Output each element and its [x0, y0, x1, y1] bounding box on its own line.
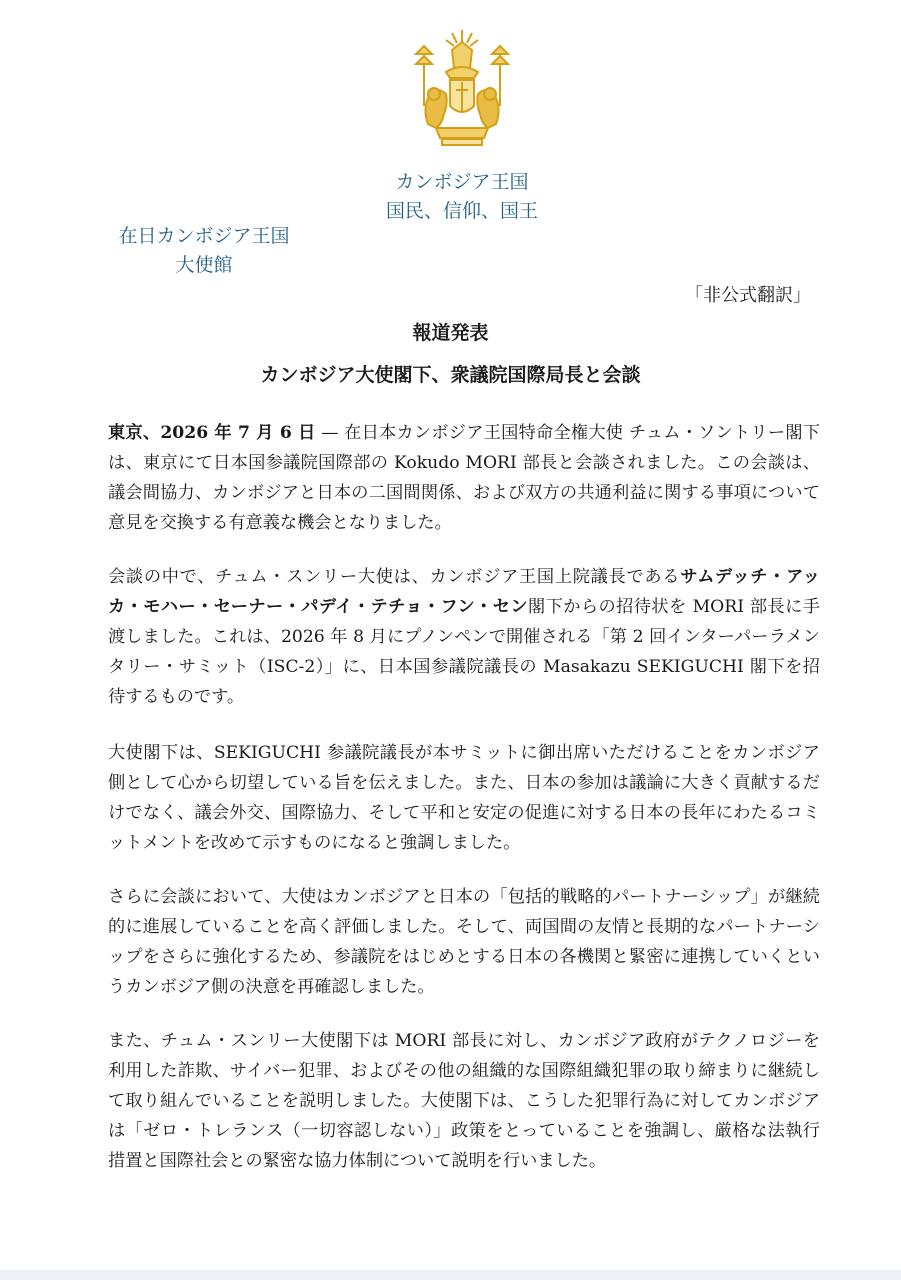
- paragraph-1-text: — 在日本カンボジア王国特命全権大使 チュム・ソントリー閣下は、東京にて日本国参議院国際部の Kokudo MORI 部長と会談されました。この会談は、議会間協力、カンボジアと日本の二国間関係、および双方の共通利益に関する事項について意見を交換する有意義な機会となりました。: [108, 423, 820, 533]
- paragraph-2: [108, 562, 820, 712]
- embassy-header: [84, 222, 324, 280]
- royal-coat-of-arms-icon: [402, 28, 522, 150]
- paragraph-2-after: 閣下からの招待状を MORI 部長に手渡しました。これは、2026 年 8 月にプノンペンで開催される「第 2 回インターパーラメンタリー・サミット（ISC-2）」に、日本国参議院議長の Masakazu SEKIGUCHI 閣下を招待するものです。: [108, 597, 820, 707]
- document-title: 報道発表: [412, 322, 489, 344]
- kingdom-name: カンボジア王国: [395, 171, 529, 193]
- paragraph-2-before: 会談の中で、チュム・スンリー大使は、カンボジア王国上院議長である: [108, 567, 681, 587]
- page-bottom-edge: [0, 1270, 901, 1280]
- national-motto: 国民、信仰、国王: [385, 200, 538, 222]
- senate-president-name: サムデッチ・アッカ・モハー・セーナー・パデイ・テチョ・フン・セン: [108, 567, 820, 617]
- embassy-name-line2: 大使館: [175, 254, 233, 276]
- unofficial-translation-note: 「非公式翻訳」: [685, 285, 811, 306]
- paragraph-4: さらに会談において、大使はカンボジアと日本の「包括的戦略的パートナーシップ」が継続的に進展していることを高く評価しました。そして、両国間の友情と長期的なパートナーシップをさらに強化するため、参議院をはじめとする日本の各機関と緊密に連携していくというカンボジア側の決意を再確認しました。: [108, 887, 820, 997]
- paragraph-3: 大使閣下は、SEKIGUCHI 参議院議長が本サミットに御出席いただけることをカンボジア側として心から切望している旨を伝えました。また、日本の参加は議論に大きく貢献するだけでなく、議会外交、国際協力、そして平和と安定の促進に対する日本の長年にわたるコミットメントを改めて示すものになると強調しました。: [108, 743, 820, 853]
- kingdom-header: [362, 168, 562, 226]
- dateline: 東京、2026 年 7 月 6 日: [108, 423, 316, 443]
- document-subtitle: カンボジア大使閣下、衆議院国際局長と会談: [260, 364, 641, 386]
- embassy-name-line1: 在日カンボジア王国: [118, 225, 290, 247]
- paragraph-1: [108, 418, 820, 538]
- paragraph-5: また、チュム・スンリー大使閣下は MORI 部長に対し、カンボジア政府がテクノロジーを利用した詐欺、サイバー犯罪、およびその他の組織的な国際組織犯罪の取り締まりに継続して取り組んでいることを説明しました。大使閣下は、こうした犯罪行為に対してカンボジアは「ゼロ・トレランス（一切容認しない）」政策をとっていることを強調し、厳格な法執行措置と国際社会との緊密な協力体制について説明を行いました。: [108, 1031, 820, 1171]
